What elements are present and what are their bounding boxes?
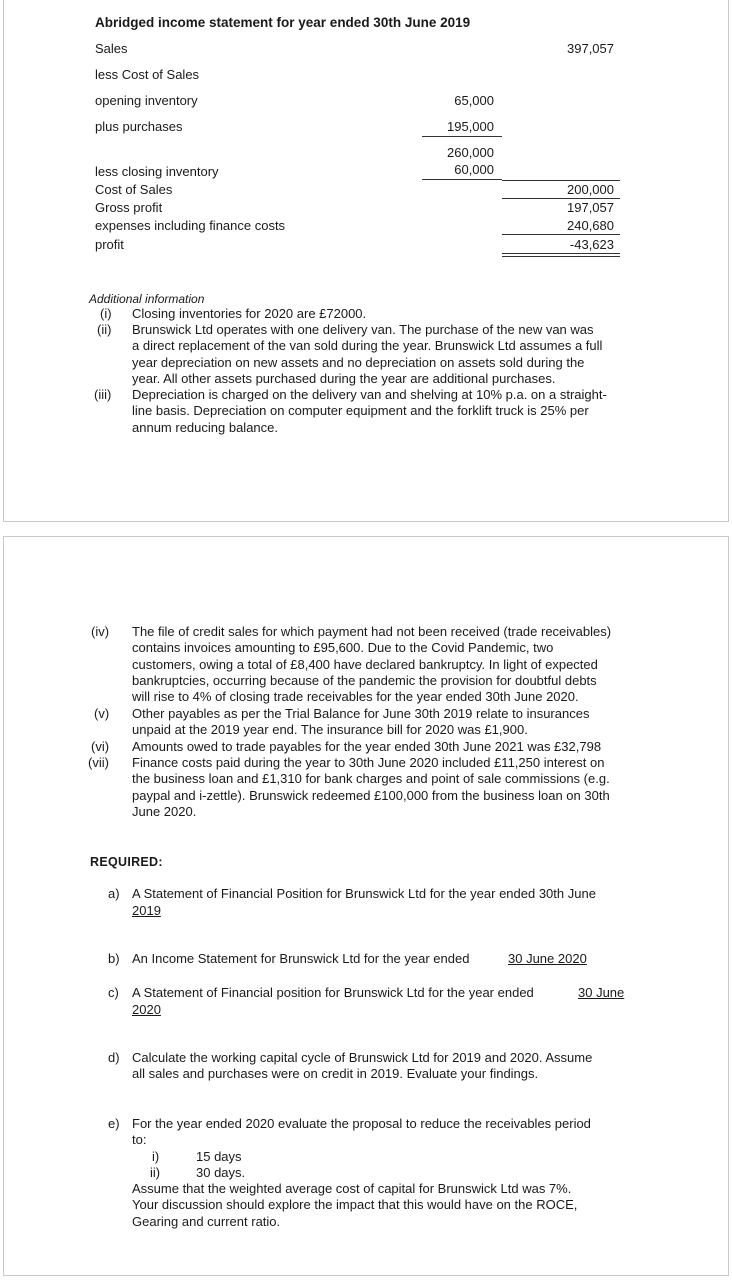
- question-line: Calculate the working capital cycle of Brunswick Ltd for 2019 and 2020. Assume: [132, 1050, 593, 1065]
- item-line: contains invoices amounting to £95,600. Due to the Covid Pandemic, two: [132, 640, 554, 656]
- additional-heading: Additional information: [89, 292, 205, 306]
- item-num: (iii): [94, 387, 112, 402]
- row-label: expenses including finance costs: [95, 218, 286, 233]
- row-col1: 195,000: [447, 119, 494, 134]
- item-num: (vii): [88, 755, 109, 770]
- item-num: (i): [100, 306, 112, 321]
- item-line: will rise to 4% of closing trade receivables for the year ended 30th June 2020.: [132, 689, 579, 705]
- item-line: unpaid at the 2019 year end. The insurance bill for 2020 was £1,900.: [132, 722, 528, 738]
- underline: [502, 234, 620, 235]
- item-num: (iv): [91, 624, 110, 639]
- top-panel: [3, 0, 729, 522]
- question-line: to:: [132, 1132, 147, 1148]
- sub-text: 30 days.: [196, 1165, 246, 1180]
- additional-item-i: [132, 306, 647, 322]
- item-line: the business loan and £1,310 for bank charges and point of sale commissions (e.g.: [132, 771, 610, 787]
- row-label: opening inventory: [95, 93, 198, 108]
- item-line: Other payables as per the Trial Balance for June 30th 2019 relate to insurances: [132, 706, 590, 721]
- question-c-text: A Statement of Financial position for Brunswick Ltd for the year ended: [132, 985, 534, 1000]
- question-e-text: [132, 1116, 647, 1149]
- question-a-line2: 2019: [132, 903, 161, 918]
- row-label: less closing inventory: [95, 164, 219, 179]
- item-line: paypal and i-zettle). Brunswick redeemed £100,000 from the business loan on 30th: [132, 787, 610, 803]
- row-col2: 397,057: [567, 41, 614, 56]
- row-label: Cost of Sales: [95, 182, 173, 197]
- row-label: Gross profit: [95, 200, 163, 215]
- sub-num: ii): [150, 1165, 161, 1180]
- question-a-text: A Statement of Financial Position for Brunswick Ltd for the year ended 30th June: [132, 886, 596, 901]
- row-label: plus purchases: [95, 119, 183, 134]
- question-c-line2: 2020: [132, 1002, 161, 1017]
- double-underline: [502, 253, 620, 254]
- item-line: bankruptcies, occurring because of the pandemic the provision for doubtful debts: [132, 672, 597, 688]
- question-label: d): [108, 1050, 120, 1065]
- row-col1: 260,000: [447, 145, 494, 160]
- sub-text: 15 days: [196, 1149, 242, 1164]
- item-line: Finance costs paid during the year to 30th June 2020 included £11,250 interest on: [132, 755, 605, 770]
- item-num: (v): [94, 706, 110, 721]
- question-d-text: [132, 1050, 647, 1083]
- item-line: year depreciation on new assets and no depreciation on assets sold during the: [132, 354, 585, 370]
- question-label: b): [108, 951, 120, 966]
- question-line: Gearing and current ratio.: [132, 1213, 281, 1229]
- statement-title: Abridged income statement for year ended 30th June 2019: [95, 15, 471, 30]
- question-line: Your discussion should explore the impact that this would have on the ROCE,: [132, 1197, 578, 1213]
- row-col2: 200,000: [567, 182, 614, 197]
- item-num: (vi): [91, 739, 110, 754]
- row-col2: 197,057: [567, 200, 614, 215]
- underline: [502, 198, 620, 199]
- item-line: Brunswick Ltd operates with one delivery van. The purchase of the new van was: [132, 322, 594, 337]
- question-line: For the year ended 2020 evaluate the proposal to reduce the receivables period: [132, 1116, 591, 1131]
- required-heading: REQUIRED:: [90, 855, 163, 869]
- question-b-date: 30 June 2020: [508, 951, 587, 966]
- item-line: customers, owing a total of £8,400 have declared bankruptcy. In light of expected: [132, 656, 598, 672]
- row-col1: 60,000: [454, 162, 494, 177]
- info-item-vi: [132, 739, 647, 755]
- item-line: Depreciation is charged on the delivery van and shelving at 10% p.a. on a straight-: [132, 387, 607, 402]
- additional-item-iii: [132, 387, 647, 436]
- item-line: Closing inventories for 2020 are £72000.: [132, 306, 367, 321]
- row-label: profit: [95, 237, 124, 252]
- item-line: a direct replacement of the van sold during the year. Brunswick Ltd assumes a full: [132, 338, 603, 354]
- row-label: less Cost of Sales: [95, 67, 200, 82]
- sub-num: i): [152, 1149, 160, 1164]
- question-line: Assume that the weighted average cost of capital for Brunswick Ltd was 7%.: [132, 1181, 572, 1196]
- row-col1: 65,000: [454, 93, 494, 108]
- info-item-v: [132, 706, 647, 739]
- underline: [502, 180, 620, 181]
- row-col2: -43,623: [569, 237, 614, 252]
- question-label: a): [108, 886, 120, 901]
- underline: [422, 179, 502, 180]
- item-line: The file of credit sales for which payment had not been received (trade receivables): [132, 624, 612, 639]
- item-line: year. All other assets purchased during the year are additional purchases.: [132, 370, 556, 386]
- bottom-panel: [3, 536, 729, 1276]
- item-num: (ii): [97, 322, 112, 337]
- row-label: Sales: [95, 41, 128, 56]
- question-label: c): [108, 985, 119, 1000]
- info-item-vii: [132, 755, 647, 820]
- item-line: Amounts owed to trade payables for the year ended 30th June 2021 was £32,798: [132, 739, 602, 754]
- info-item-iv: [132, 624, 647, 705]
- question-line: all sales and purchases were on credit in 2019. Evaluate your findings.: [132, 1066, 539, 1082]
- item-line: June 2020.: [132, 803, 197, 819]
- question-b-text: An Income Statement for Brunswick Ltd for the year ended: [132, 951, 470, 966]
- question-label: e): [108, 1116, 120, 1131]
- additional-item-ii: [132, 322, 647, 387]
- underline: [422, 136, 502, 137]
- item-line: annum reducing balance.: [132, 419, 278, 435]
- double-underline: [502, 256, 620, 257]
- item-line: line basis. Depreciation on computer equipment and the forklift truck is 25% per: [132, 403, 589, 419]
- question-e-after: [132, 1181, 647, 1230]
- question-c-date: 30 June: [578, 985, 625, 1000]
- row-col2: 240,680: [567, 218, 614, 233]
